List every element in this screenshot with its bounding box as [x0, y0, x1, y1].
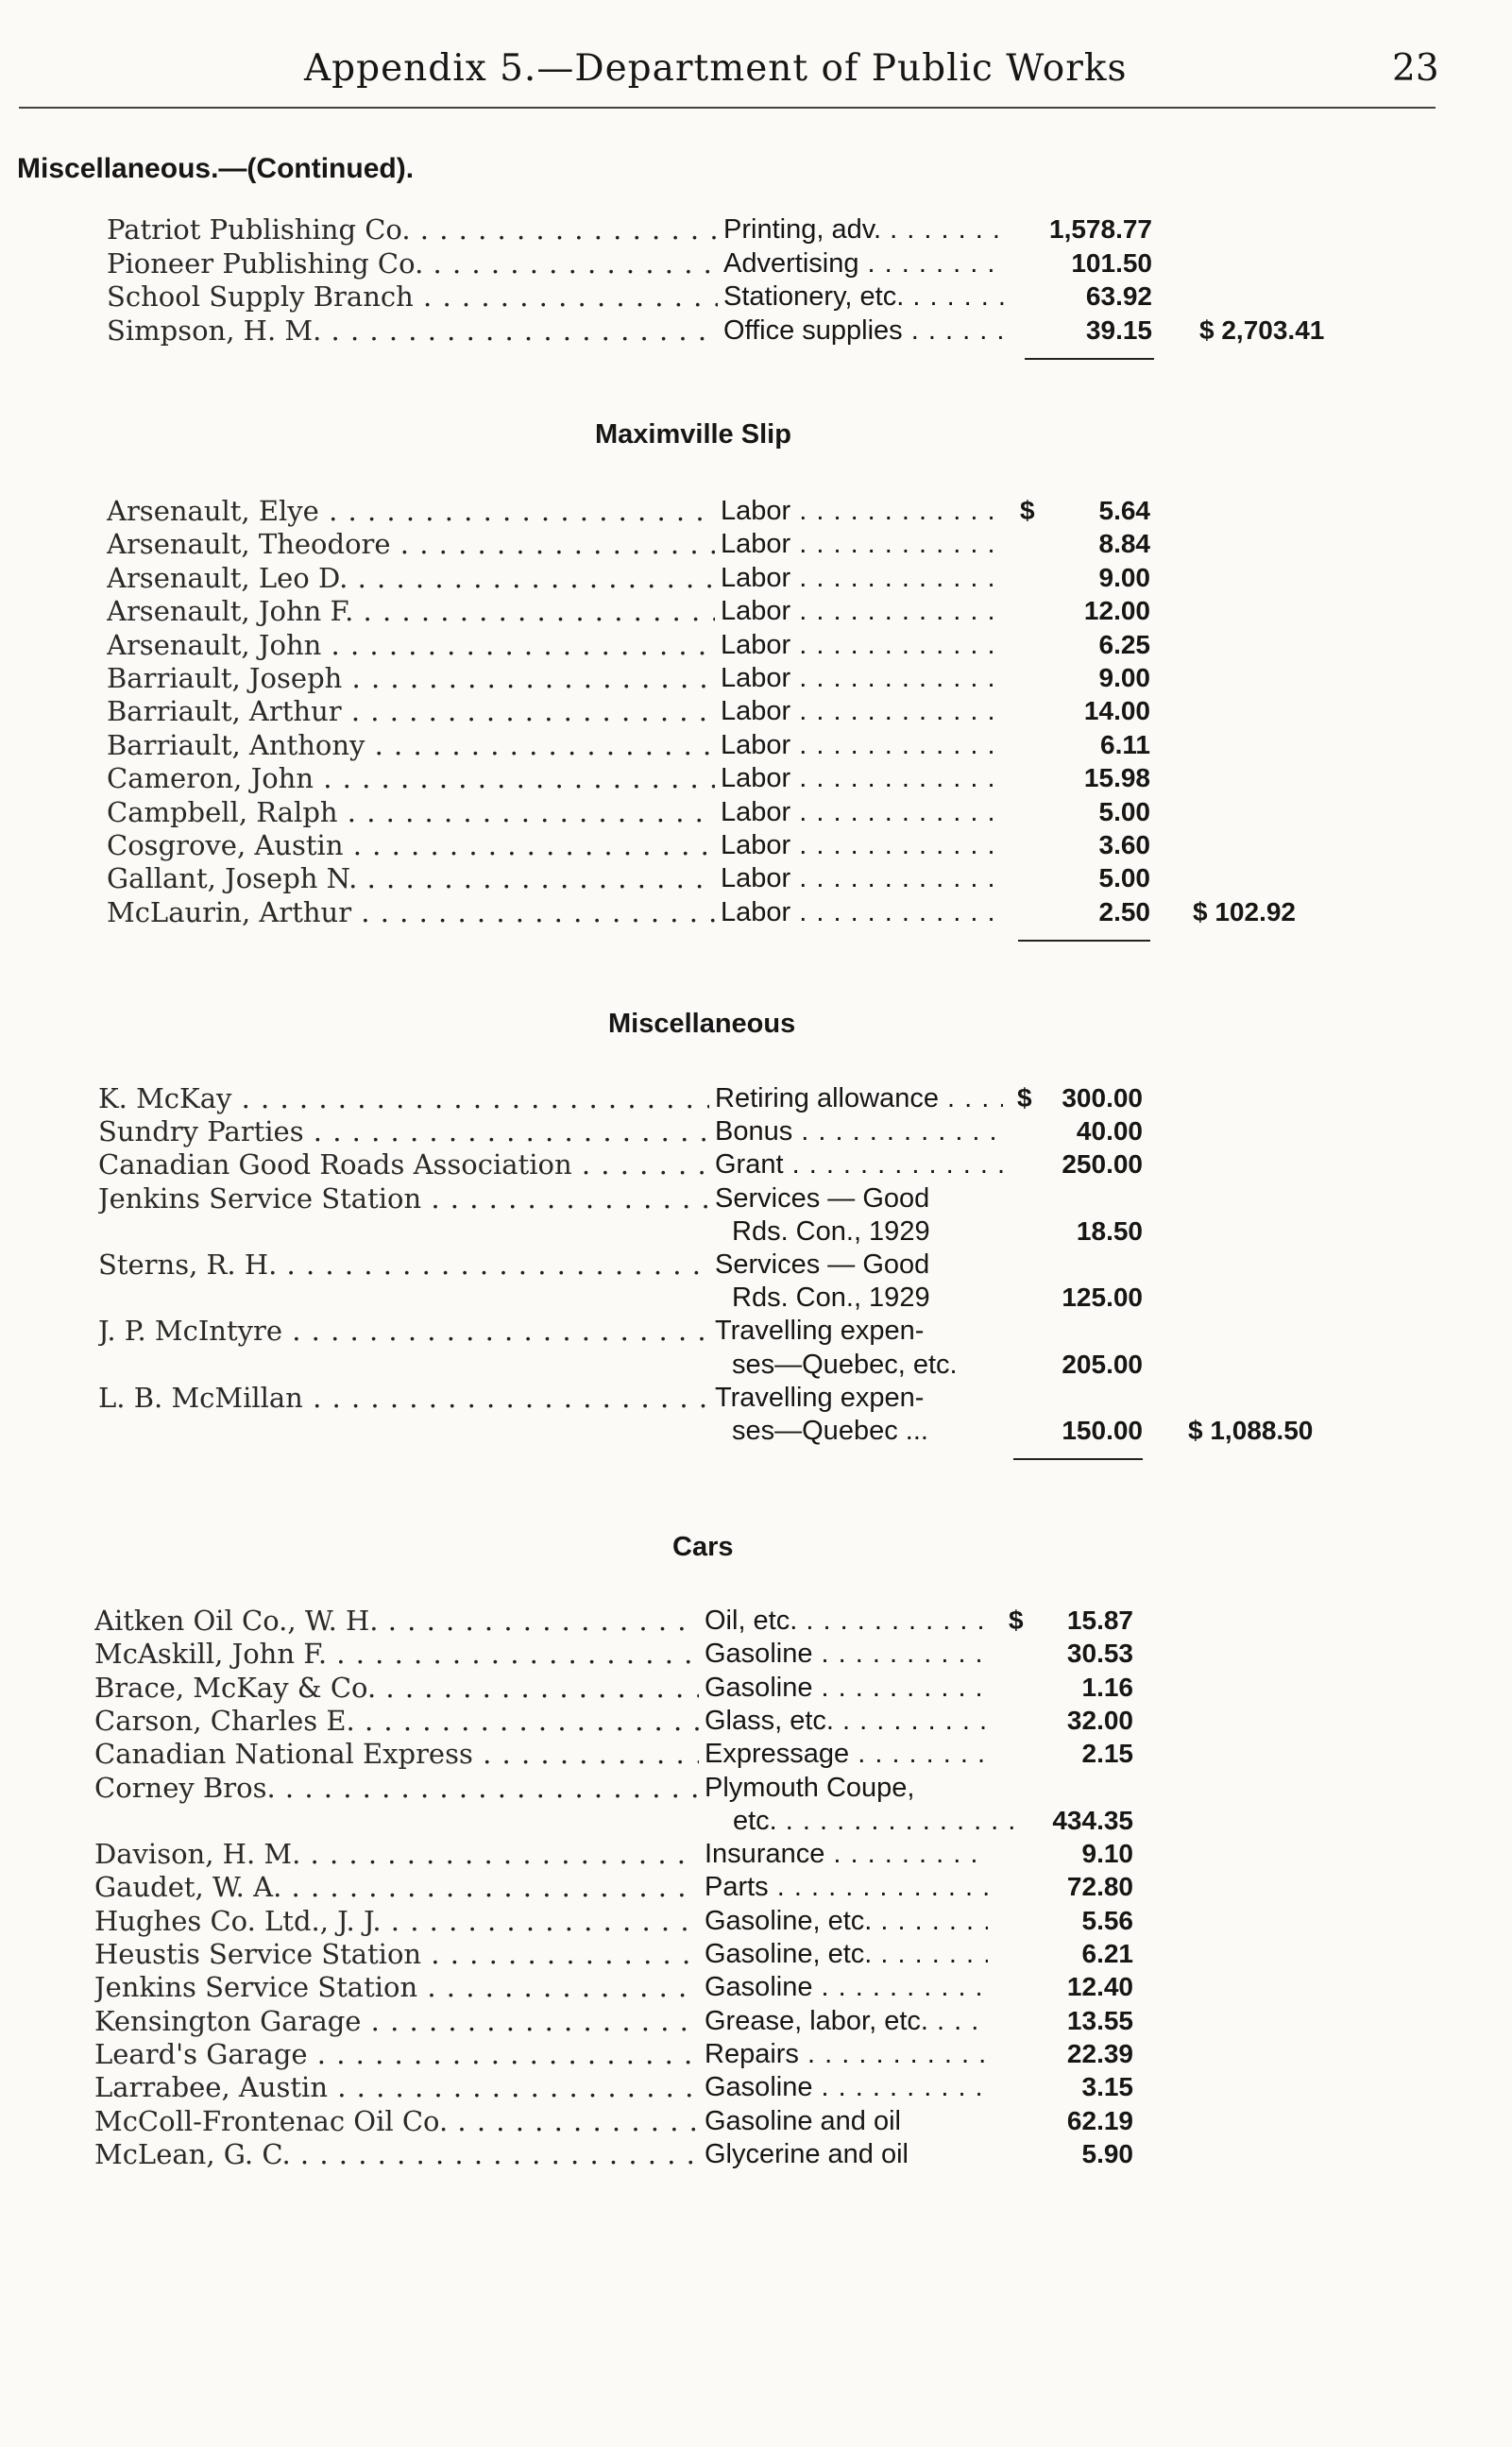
table-row: [0, 1804, 1512, 1838]
table-row: [0, 314, 1512, 348]
table-row: [0, 2104, 1512, 2138]
miscellaneous-heading: Miscellaneous: [608, 1009, 796, 1039]
item-description: Expressage . . .: [705, 1737, 988, 1771]
table-row: [0, 694, 1512, 728]
table-row: [0, 1771, 1512, 1805]
payee-name: Canadian Good Roads Association . . .: [98, 1147, 709, 1181]
section-total: $ 1,088.50: [1188, 1416, 1314, 1445]
item-amount: 12.00: [1083, 596, 1150, 626]
item-amount: 3.15: [1081, 2072, 1133, 2102]
payee-name: Pioneer Publishing Co. . . .: [107, 246, 718, 280]
payee-name: Hughes Co. Ltd., J. J. . . .: [94, 1904, 699, 1938]
item-description: Gasoline . . .: [705, 2070, 988, 2104]
payee-name: Larrabee, Austin . . .: [94, 2070, 699, 2104]
item-amount: 14.00: [1083, 696, 1150, 726]
table-row: [0, 1281, 1512, 1315]
table-row: [0, 1114, 1512, 1148]
table-row: [0, 494, 1512, 528]
payee-name: Arsenault, Leo D. . . .: [107, 561, 715, 595]
table-row: [0, 212, 1512, 246]
table-row: [0, 861, 1512, 895]
table-row: [0, 795, 1512, 829]
item-description: Services — Good: [715, 1249, 930, 1280]
currency-symbol: $: [1009, 1606, 1024, 1635]
item-description: Travelling expen-: [715, 1316, 925, 1347]
item-amount: 5.00: [1098, 863, 1150, 893]
item-amount: 8.84: [1098, 529, 1150, 559]
item-description: etc. . . .: [733, 1804, 1016, 1838]
item-amount: 5.56: [1081, 1905, 1133, 1935]
payee-name: Gallant, Joseph N. . . .: [107, 861, 715, 895]
item-amount: 22.39: [1066, 2038, 1133, 2068]
section-total: $ 2,703.41: [1199, 314, 1325, 345]
item-amount: 9.00: [1098, 663, 1150, 692]
payee-name: Canadian National Express . . .: [94, 1737, 699, 1771]
item-description: Gasoline and oil: [705, 2105, 901, 2136]
payee-name: Arsenault, John F. . . .: [107, 594, 715, 628]
item-description: Labor . . .: [721, 728, 1004, 762]
subtotal-rule: [1013, 1458, 1143, 1460]
payee-name: Jenkins Service Station . . .: [98, 1181, 709, 1215]
item-description: Labor . . .: [721, 494, 1004, 528]
table-row: [0, 1970, 1512, 2004]
table-row: [0, 661, 1512, 695]
table-row: [0, 594, 1512, 628]
table-row: [0, 1937, 1512, 1971]
table-row: [0, 1381, 1512, 1415]
table-row: [0, 1704, 1512, 1738]
payee-name: Heustis Service Station . . .: [94, 1937, 699, 1971]
item-amount: 15.87: [1066, 1606, 1133, 1635]
item-description: Printing, adv. . . .: [723, 212, 1007, 246]
table-row: [0, 2070, 1512, 2104]
page-number: 23: [1392, 47, 1439, 90]
table-row: [0, 1215, 1512, 1249]
payee-name: McAskill, John F. . . .: [94, 1637, 699, 1671]
table-row: [0, 1904, 1512, 1938]
item-description: Labor . . .: [721, 761, 1004, 795]
maximville-heading: Maximville Slip: [595, 419, 791, 450]
table-row: [0, 628, 1512, 662]
item-amount: 6.21: [1081, 1939, 1133, 1968]
item-description: Advertising . . .: [723, 246, 1007, 280]
payee-name: Sterns, R. H. . . .: [98, 1248, 709, 1282]
item-amount: 39.15: [1085, 314, 1152, 345]
payee-name: Gaudet, W. A. . . .: [94, 1870, 699, 1904]
item-amount: 434.35: [1052, 1805, 1133, 1835]
currency-symbol: $: [1020, 496, 1035, 525]
payee-name: K. McKay . . .: [98, 1081, 709, 1115]
item-description: Gasoline . . .: [705, 1671, 988, 1705]
item-amount: 5.64: [1098, 496, 1150, 525]
item-amount: 205.00: [1062, 1349, 1143, 1379]
payee-name: McColl-Frontenac Oil Co. . . .: [94, 2104, 699, 2138]
table-row: [0, 728, 1512, 762]
item-description: Labor . . .: [721, 795, 1004, 829]
item-amount: 3.60: [1098, 830, 1150, 859]
table-row: [0, 1348, 1512, 1382]
table-row: [0, 1637, 1512, 1671]
item-description: Labor . . .: [721, 527, 1004, 561]
table-row: [0, 761, 1512, 795]
item-amount: 5.90: [1081, 2138, 1133, 2168]
payee-name: Corney Bros. . . .: [94, 1771, 699, 1805]
table-row: [0, 280, 1512, 314]
payee-name: Aitken Oil Co., W. H. . . .: [94, 1604, 699, 1638]
item-description: Rds. Con., 1929: [732, 1215, 930, 1247]
payee-name: Arsenault, Elye . . .: [107, 494, 715, 528]
table-row: [0, 561, 1512, 595]
item-description: Labor . . .: [721, 861, 1004, 895]
item-description: Labor . . .: [721, 828, 1004, 862]
item-description: Oil, etc. . . .: [705, 1604, 988, 1638]
item-amount: 13.55: [1066, 2005, 1133, 2035]
item-amount: 125.00: [1062, 1283, 1143, 1313]
item-amount: 1,578.77: [1049, 214, 1152, 244]
item-amount: 6.11: [1100, 729, 1150, 759]
item-amount: 9.10: [1081, 1839, 1133, 1869]
payee-name: Leard's Garage . . .: [94, 2037, 699, 2071]
payee-name: Jenkins Service Station . . .: [94, 1970, 699, 2004]
table-row: [0, 828, 1512, 862]
table-row: [0, 895, 1512, 929]
subtotal-rule: [1018, 940, 1150, 942]
item-description: Labor . . .: [721, 628, 1004, 662]
item-amount: 30.53: [1066, 1639, 1133, 1669]
table-row: [0, 1181, 1512, 1215]
section-total: $ 102.92: [1193, 896, 1296, 926]
table-row: [0, 1414, 1512, 1448]
payee-name: Barriault, Joseph . . .: [107, 661, 715, 695]
item-amount: 15.98: [1083, 763, 1150, 793]
table-row: [0, 1081, 1512, 1115]
item-amount: 62.19: [1066, 2105, 1133, 2135]
item-amount: 32.00: [1066, 1705, 1133, 1735]
item-description: Plymouth Coupe,: [705, 1772, 915, 1803]
payee-name: Brace, McKay & Co. . . .: [94, 1671, 699, 1705]
item-description: Repairs . . .: [705, 2037, 988, 2071]
payee-name: Campbell, Ralph . . .: [107, 795, 715, 829]
item-amount: 40.00: [1076, 1116, 1143, 1147]
item-description: Parts . . .: [705, 1870, 988, 1904]
table-row: [0, 1737, 1512, 1771]
subtotal-rule: [1025, 358, 1154, 360]
table-row: [0, 1604, 1512, 1638]
payee-name: Cameron, John . . .: [107, 761, 715, 795]
payee-name: Arsenault, John . . .: [107, 628, 715, 662]
table-row: [0, 1314, 1512, 1348]
item-amount: 101.50: [1071, 247, 1152, 278]
payee-name: Kensington Garage . . .: [94, 2004, 699, 2038]
item-description: Gasoline . . .: [705, 1970, 988, 2004]
table-row: [0, 2037, 1512, 2071]
payee-name: Davison, H. M. . . .: [94, 1837, 699, 1871]
payee-name: Cosgrove, Austin . . .: [107, 828, 715, 862]
table-row: [0, 1147, 1512, 1181]
item-description: Grease, labor, etc. . . .: [705, 2004, 988, 2038]
item-description: Gasoline, etc. . . .: [705, 1904, 988, 1938]
payee-name: L. B. McMillan . . .: [98, 1381, 709, 1415]
table-row: [0, 527, 1512, 561]
item-amount: 1.16: [1081, 1672, 1133, 1702]
cars-heading: Cars: [672, 1532, 734, 1562]
payee-name: McLaurin, Arthur . . .: [107, 895, 715, 929]
payee-name: Sundry Parties . . .: [98, 1114, 709, 1148]
payee-name: Arsenault, Theodore . . .: [107, 527, 715, 561]
item-amount: 2.15: [1081, 1739, 1133, 1769]
table-row: [0, 1671, 1512, 1705]
item-description: Labor . . .: [721, 661, 1004, 695]
payee-name: Barriault, Arthur . . .: [107, 694, 715, 728]
item-description: Grant . . .: [715, 1147, 1003, 1181]
table-row: [0, 246, 1512, 280]
item-description: Gasoline, etc. . . .: [705, 1937, 988, 1971]
payee-name: Patriot Publishing Co. . . .: [107, 212, 718, 246]
item-description: Rds. Con., 1929: [732, 1283, 930, 1314]
item-amount: 6.25: [1098, 629, 1150, 659]
item-amount: 63.92: [1085, 281, 1152, 311]
table-row: [0, 2137, 1512, 2171]
currency-symbol: $: [1017, 1083, 1032, 1113]
payee-name: McLean, G. C. . . .: [94, 2137, 699, 2171]
item-description: Labor . . .: [721, 561, 1004, 595]
table-row: [0, 1870, 1512, 1904]
item-description: Insurance . . .: [705, 1837, 988, 1871]
item-amount: 5.00: [1098, 796, 1150, 826]
item-amount: 12.40: [1066, 1972, 1133, 2002]
item-description: Services — Good: [715, 1182, 930, 1214]
item-amount: 250.00: [1062, 1149, 1143, 1180]
item-amount: 18.50: [1076, 1215, 1143, 1246]
payee-name: Barriault, Anthony . . .: [107, 728, 715, 762]
payee-name: J. P. McIntyre . . .: [98, 1314, 709, 1348]
item-amount: 2.50: [1098, 896, 1150, 926]
table-row: [0, 2004, 1512, 2038]
item-description: Bonus . . .: [715, 1114, 1003, 1148]
item-description: Travelling expen-: [715, 1382, 925, 1413]
item-description: Stationery, etc. . . .: [723, 280, 1007, 314]
payee-name: School Supply Branch . . .: [107, 280, 718, 314]
item-description: ses—Quebec ...: [732, 1416, 928, 1446]
item-description: Labor . . .: [721, 895, 1004, 929]
payee-name: Simpson, H. M. . . .: [107, 314, 718, 348]
item-description: Labor . . .: [721, 594, 1004, 628]
item-description: Glass, etc. . . .: [705, 1704, 988, 1738]
table-row: [0, 1248, 1512, 1282]
item-amount: 72.80: [1066, 1872, 1133, 1902]
payee-name: Carson, Charles E. . . .: [94, 1704, 699, 1738]
item-description: Office supplies . . .: [723, 314, 1007, 348]
item-amount: 9.00: [1098, 562, 1150, 592]
item-description: Labor . . .: [721, 694, 1004, 728]
item-description: Retiring allowance . . .: [715, 1081, 1003, 1115]
item-description: Gasoline . . .: [705, 1637, 988, 1671]
page-header-title: Appendix 5.—Department of Public Works: [304, 47, 1128, 90]
header-rule: [19, 107, 1436, 109]
table-row: [0, 1837, 1512, 1871]
item-amount: 150.00: [1062, 1416, 1143, 1445]
item-description: Glycerine and oil: [705, 2138, 909, 2169]
item-amount: 300.00: [1062, 1083, 1143, 1113]
item-description: ses—Quebec, etc.: [732, 1349, 958, 1380]
misc-continued-heading: Miscellaneous.—(Continued).: [17, 153, 415, 184]
